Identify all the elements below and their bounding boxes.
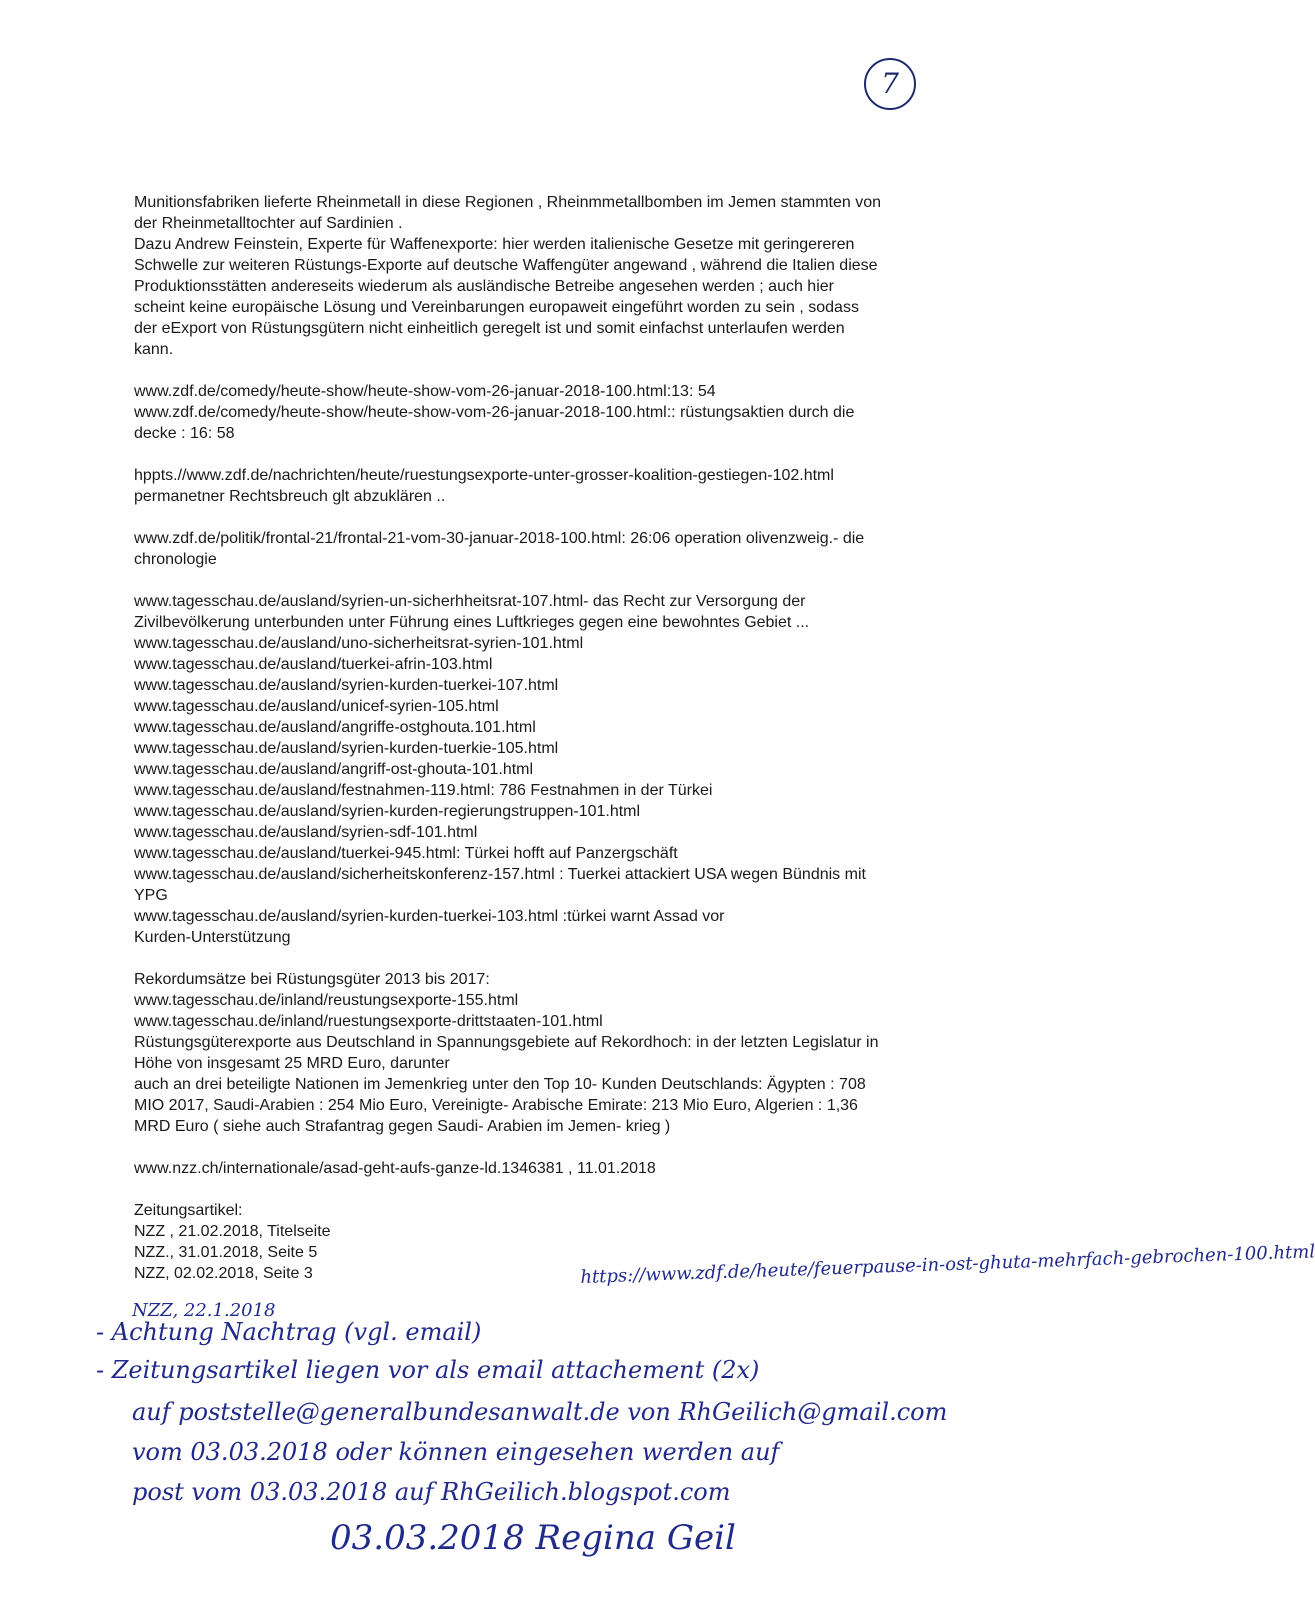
body-line: www.tagesschau.de/ausland/syrien-un-sicherhheitsrat-107.html- das Recht zur Versorgung der [134, 593, 806, 610]
body-line: MRD Euro ( siehe auch Strafantrag gegen Saudi- Arabien im Jemen- krieg ) [134, 1118, 671, 1135]
body-line: www.tagesschau.de/ausland/syrien-kurden-tuerkei-103.html :türkei warnt Assad vor [134, 908, 725, 925]
body-line: www.zdf.de/comedy/heute-show/heute-show-vom-26-januar-2018-100.html:: rüstungsaktien durch die [134, 404, 855, 421]
paragraph-gap [134, 444, 1004, 465]
handwritten-note-line-1: - Achtung Nachtrag (vgl. email) [96, 1318, 482, 1346]
body-line: kann. [134, 341, 174, 358]
handwritten-note-line-2: - Zeitungsartikel liegen vor als email attachement (2x) [96, 1356, 760, 1384]
body-line: Rekordumsätze bei Rüstungsgüter 2013 bis 2017: [134, 971, 490, 988]
body-line: NZZ, 02.02.2018, Seite 3 [134, 1265, 313, 1282]
body-line: www.tagesschau.de/ausland/tuerkei-945.html: Türkei hofft auf Panzergschäft [134, 845, 678, 862]
body-line: MIO 2017, Saudi-Arabien : 254 Mio Euro, Vereinigte- Arabische Emirate: 213 Mio Euro, Algerien : 1,36 [134, 1097, 858, 1114]
paragraph-gap [134, 948, 1004, 969]
body-line: www.tagesschau.de/inland/reustungsexporte-155.html [134, 992, 519, 1009]
body-line: Zivilbevölkerung unterbunden unter Führung eines Luftkrieges gegen eine bewohntes Gebiet ... [134, 614, 810, 631]
handwritten-note-line-4: vom 03.03.2018 oder können eingesehen werden auf [132, 1438, 780, 1466]
body-line: www.nzz.ch/internationale/asad-geht-aufs-ganze-ld.1346381 , 11.01.2018 [134, 1160, 656, 1177]
body-line: www.tagesschau.de/ausland/angriffe-ostghouta.101.html [134, 719, 536, 736]
page-number: 7 [864, 58, 916, 110]
body-line: Produktionsstätten andereseits wiederum als ausländische Betreibe angesehen werden ; auch hier [134, 278, 834, 295]
body-line: www.tagesschau.de/ausland/syrien-kurden-tuerkei-107.html [134, 677, 559, 694]
body-line: www.tagesschau.de/ausland/tuerkei-afrin-103.html [134, 656, 493, 673]
body-line: Munitionsfabriken lieferte Rheinmetall in diese Regionen , Rheinmmetallbomben im Jemen stammten von [134, 194, 882, 211]
handwritten-url-note: https://www.zdf.de/heute/feuerpause-in-ost-ghuta-mehrfach-gebrochen-100.html [580, 1241, 1315, 1288]
body-line: www.tagesschau.de/ausland/unicef-syrien-105.html [134, 698, 499, 715]
body-line: www.tagesschau.de/ausland/uno-sicherheitsrat-syrien-101.html [134, 635, 584, 652]
paragraph-gap [134, 507, 1004, 528]
body-line: www.zdf.de/politik/frontal-21/frontal-21-vom-30-januar-2018-100.html: 26:06 operation olivenzweig.- die [134, 530, 865, 547]
body-line: www.tagesschau.de/ausland/angriff-ost-ghouta-101.html [134, 761, 534, 778]
body-line: Höhe von insgesamt 25 MRD Euro, darunter [134, 1055, 450, 1072]
body-line: hppts.//www.zdf.de/nachrichten/heute/ruestungsexporte-unter-grosser-koalition-gestiegen-102.html [134, 467, 834, 484]
handwritten-nzz-date: NZZ, 22.1.2018 [132, 1300, 276, 1321]
paragraph-gap [134, 1137, 1004, 1158]
body-line: www.tagesschau.de/inland/ruestungsexporte-drittstaaten-101.html [134, 1013, 603, 1030]
body-line: YPG [134, 887, 168, 904]
body-line: www.tagesschau.de/ausland/syrien-sdf-101.html [134, 824, 478, 841]
body-line: NZZ., 31.01.2018, Seite 5 [134, 1244, 318, 1261]
body-line: der Rheinmetalltochter auf Sardinien . [134, 215, 403, 232]
body-line: www.tagesschau.de/ausland/sicherheitskonferenz-157.html : Tuerkei attackiert USA wegen Bündnis mit [134, 866, 866, 883]
body-line: Dazu Andrew Feinstein, Experte für Waffenexporte: hier werden italienische Gesetze mit geringereren [134, 236, 855, 253]
paragraph-gap [134, 1179, 1004, 1200]
handwritten-signature: 03.03.2018 Regina Geil [330, 1518, 736, 1558]
body-line: NZZ , 21.02.2018, Titelseite [134, 1223, 331, 1240]
body-line: chronologie [134, 551, 217, 568]
body-line: Zeitungsartikel: [134, 1202, 243, 1219]
body-line: der eExport von Rüstungsgütern nicht einheitlich geregelt ist und somit einfachst unterlaufen werden [134, 320, 845, 337]
document-body [134, 192, 1004, 1284]
handwritten-note-line-3: auf poststelle@generalbundesanwalt.de von RhGeilich@gmail.com [132, 1398, 948, 1426]
paragraph-gap [134, 360, 1004, 381]
body-line: www.zdf.de/comedy/heute-show/heute-show-vom-26-januar-2018-100.html:13: 54 [134, 383, 716, 400]
body-line: www.tagesschau.de/ausland/festnahmen-119.html: 786 Festnahmen in der Türkei [134, 782, 713, 799]
paragraph-gap [134, 570, 1004, 591]
body-line: auch an drei beteiligte Nationen im Jemenkrieg unter den Top 10- Kunden Deutschlands: Ägypten : 708 [134, 1076, 866, 1093]
body-line: Kurden-Unterstützung [134, 929, 291, 946]
body-line: permanetner Rechtsbreuch glt abzuklären .. [134, 488, 446, 505]
handwritten-note-line-5: post vom 03.03.2018 auf RhGeilich.blogspot.com [132, 1478, 731, 1506]
body-line: www.tagesschau.de/ausland/syrien-kurden-tuerkie-105.html [134, 740, 559, 757]
body-line: Schwelle zur weiteren Rüstungs-Exporte auf deutsche Waffengüter angewand , während die Italien diese [134, 257, 878, 274]
body-line: scheint keine europäische Lösung und Vereinbarungen europaweit eingeführt worden zu sein , sodass [134, 299, 859, 316]
body-line: www.tagesschau.de/ausland/syrien-kurden-regierungstruppen-101.html [134, 803, 641, 820]
body-line: decke : 16: 58 [134, 425, 235, 442]
body-line: Rüstungsgüterexporte aus Deutschland in Spannungsgebiete auf Rekordhoch: in der letzten Legislatur in [134, 1034, 879, 1051]
